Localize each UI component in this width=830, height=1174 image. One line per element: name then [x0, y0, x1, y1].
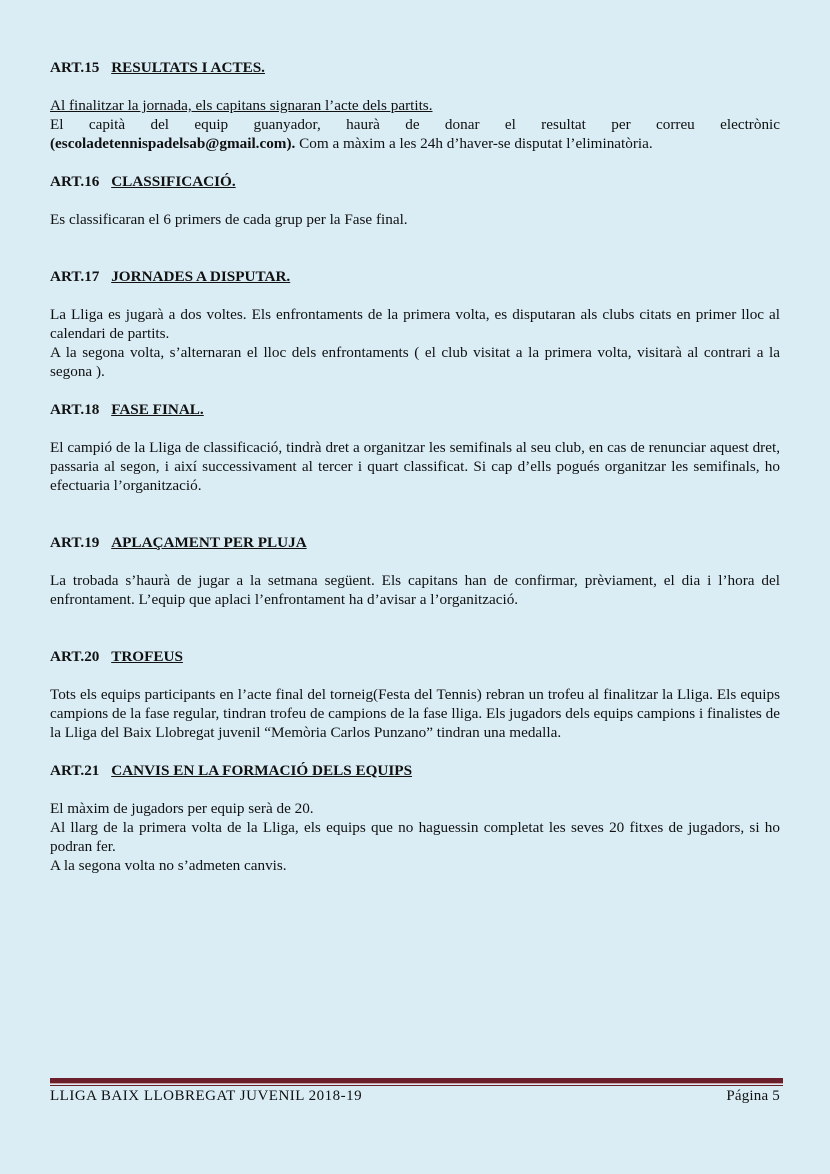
- email-text: (escoladetennispadelsab@gmail.com).: [50, 135, 296, 152]
- article-title: TROFEUS: [111, 648, 183, 665]
- paragraph-text: La trobada s’haurà de jugar a la setmana següent. Els capitans han de confirmar, prèviament, el dia i l’hora del enfrontament. L’equip que aplaci l’enfrontament ha d’avisar a l’organització.: [50, 572, 780, 608]
- article-title: RESULTATS I ACTES.: [111, 59, 265, 76]
- article-number: ART.16: [50, 173, 100, 190]
- article-title: FASE FINAL.: [111, 401, 204, 418]
- article-heading: [50, 533, 780, 552]
- article-17: [50, 267, 780, 381]
- article-16: [50, 172, 780, 229]
- footer-divider: [50, 1078, 783, 1084]
- footer-divider-thin: [50, 1085, 783, 1086]
- article-21: [50, 761, 780, 875]
- article-20: [50, 647, 780, 742]
- article-title: JORNADES A DISPUTAR.: [111, 268, 291, 285]
- paragraph-text: Tots els equips participants en l’acte final del torneig(Festa del Tennis) rebran un trofeu al finalitzar la Lliga. Els equips campions de la fase regular, tindran trofeu de campions de la fase lliga. Els jugadors dels equips campions i finalistes de la Lliga del Baix Llobregat juvenil “Memòria Carlos Punzano” tindran una medalla.: [50, 686, 780, 741]
- article-number: ART.18: [50, 401, 100, 418]
- paragraph-text: A la segona volta, s’alternaran el lloc dels enfrontaments ( el club visitat a la primera volta, visitarà al contrari a la segona ).: [50, 344, 780, 380]
- article-number: ART.15: [50, 59, 100, 76]
- article-heading: [50, 400, 780, 419]
- page-footer: [50, 1088, 780, 1105]
- article-title: APLAÇAMENT PER PLUJA: [111, 534, 307, 551]
- paragraph-text: El campió de la Lliga de classificació, tindrà dret a organitzar les semifinals al seu club, en cas de renunciar aquest dret, passaria al segon, i així successivament al tercer i quart classificat. Si cap d’ells pogués organitzar les semifinals, ho efectuaria l’organització.: [50, 439, 780, 494]
- article-number: ART.19: [50, 534, 100, 551]
- paragraph-text: Al llarg de la primera volta de la Lliga, els equips que no haguessin completat les seves 20 fitxes de jugadors, si ho podran fer.: [50, 819, 780, 855]
- document-body: [50, 58, 780, 875]
- article-title: CLASSIFICACIÓ.: [111, 173, 236, 190]
- article-title: CANVIS EN LA FORMACIÓ DELS EQUIPS: [111, 762, 413, 779]
- paragraph-text: La Lliga es jugarà a dos voltes. Els enfrontaments de la primera volta, es disputaran als clubs citats en primer lloc al calendari de partits.: [50, 306, 780, 342]
- article-heading: [50, 267, 780, 286]
- paragraph-text: Al finalitzar la jornada, els capitans signaran l’acte dels partits.: [50, 97, 433, 114]
- article-number: ART.21: [50, 762, 100, 779]
- article-15: [50, 58, 780, 153]
- article-heading: [50, 647, 780, 666]
- article-number: ART.17: [50, 268, 100, 285]
- article-heading: [50, 172, 780, 191]
- paragraph-text: El màxim de jugadors per equip serà de 20.: [50, 800, 314, 817]
- article-heading: [50, 761, 780, 780]
- article-number: ART.20: [50, 648, 100, 665]
- footer-title: LLIGA BAIX LLOBREGAT JUVENIL 2018-19: [50, 1088, 363, 1104]
- paragraph-text: Com a màxim a les 24h d’haver-se disputat l’eliminatòria.: [295, 135, 653, 152]
- paragraph-text: Es classificaran el 6 primers de cada grup per la Fase final.: [50, 211, 408, 228]
- article-18: [50, 400, 780, 495]
- paragraph-text: A la segona volta no s’admeten canvis.: [50, 857, 287, 874]
- article-19: [50, 533, 780, 609]
- paragraph-text: El capità del equip guanyador, haurà de donar el resultat per correu electrònic: [50, 116, 780, 133]
- article-heading: [50, 58, 780, 77]
- page-number: Página 5: [726, 1088, 780, 1104]
